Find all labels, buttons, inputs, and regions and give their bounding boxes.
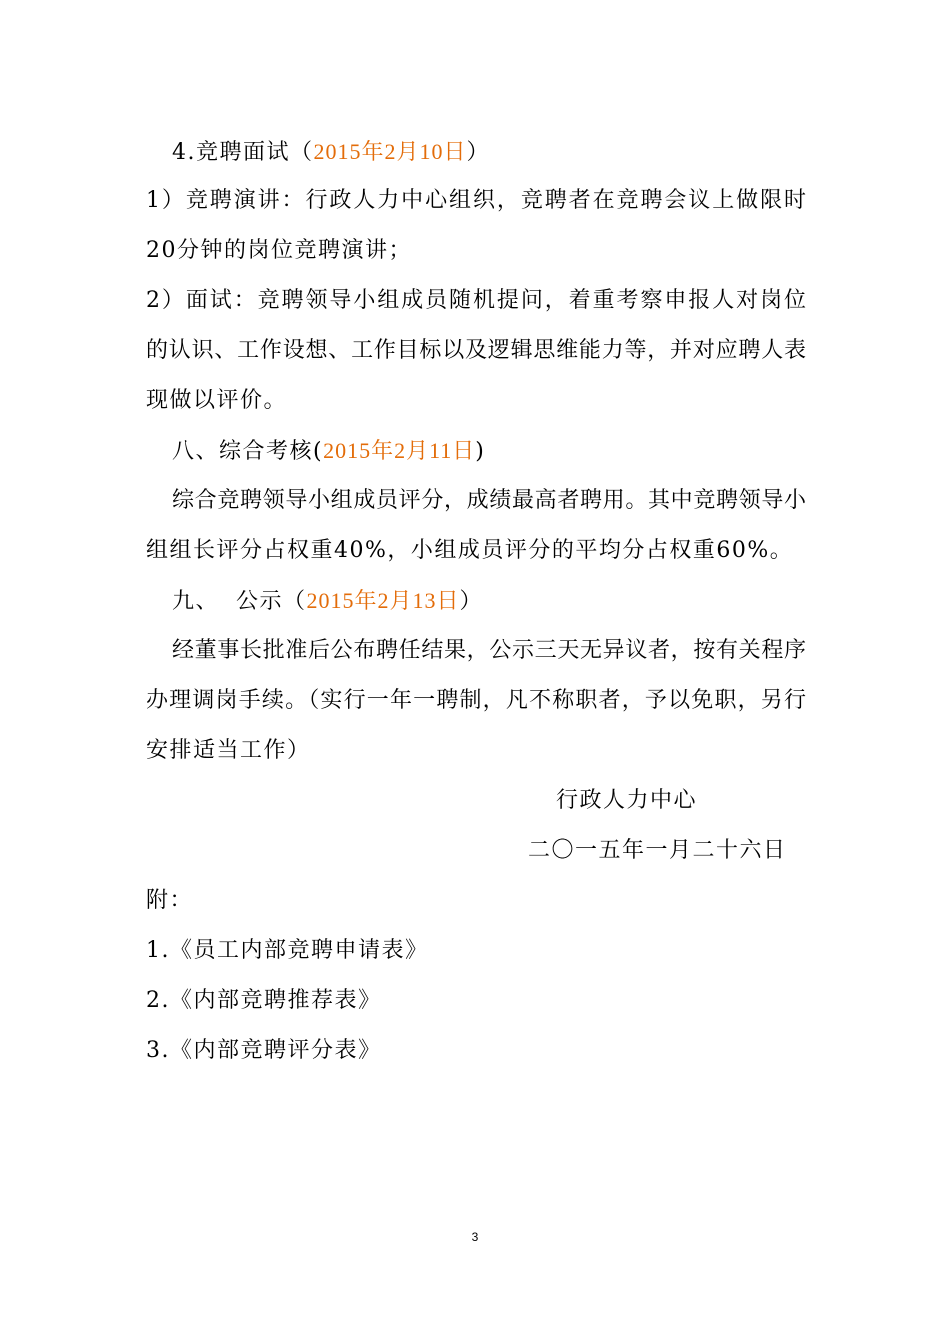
signature-department: 行政人力中心 bbox=[556, 788, 698, 813]
interview-heading-label: 4.竞聘面试（ bbox=[172, 140, 314, 165]
publicity-line-1: 经董事长批准后公布聘任结果，公示三天无异议者，按有关程序 bbox=[172, 638, 806, 663]
assessment-date: 2015年2月11日 bbox=[323, 438, 476, 463]
publicity-heading-suffix: ） bbox=[459, 589, 484, 614]
attachment-item: 2.《内部竞聘推荐表》 bbox=[146, 988, 382, 1013]
publicity-heading bbox=[172, 586, 483, 617]
signature-date: 二〇一五年一月二十六日 bbox=[528, 838, 787, 863]
attachments-label: 附： bbox=[146, 888, 194, 913]
interview-heading bbox=[172, 137, 490, 168]
speech-line-2: 20分钟的岗位竞聘演讲； bbox=[146, 238, 412, 263]
publicity-heading-label: 九、 公示（ bbox=[172, 589, 307, 614]
qa-line-2: 的认识、工作设想、工作目标以及逻辑思维能力等，并对应聘人表 bbox=[146, 338, 806, 363]
publicity-line-3: 安排适当工作） bbox=[146, 738, 311, 763]
attachment-item: 1.《员工内部竞聘申请表》 bbox=[146, 938, 429, 963]
attachment-item: 3.《内部竞聘评分表》 bbox=[146, 1038, 382, 1063]
assessment-line-1: 综合竞聘领导小组成员评分，成绩最高者聘用。其中竞聘领导小 bbox=[172, 488, 806, 513]
assessment-heading bbox=[172, 436, 485, 467]
interview-heading-suffix: ） bbox=[466, 140, 491, 165]
publicity-date: 2015年2月13日 bbox=[306, 588, 460, 613]
assessment-line-2: 组组长评分占权重40%，小组成员评分的平均分占权重60%。 bbox=[146, 538, 794, 563]
qa-line-3: 现做以评价。 bbox=[146, 388, 288, 413]
assessment-heading-suffix: ) bbox=[475, 439, 486, 464]
assessment-heading-label: 八、综合考核( bbox=[172, 439, 324, 464]
qa-line-1: 2）面试：竞聘领导小组成员随机提问，着重考察申报人对岗位 bbox=[146, 288, 806, 313]
page-number: 3 bbox=[471, 1230, 479, 1244]
speech-line-1: 1）竞聘演讲：行政人力中心组织，竞聘者在竞聘会议上做限时 bbox=[146, 188, 806, 213]
publicity-line-2: 办理调岗手续。（实行一年一聘制，凡不称职者，予以免职，另行 bbox=[146, 688, 806, 713]
interview-date: 2015年2月10日 bbox=[313, 139, 467, 164]
